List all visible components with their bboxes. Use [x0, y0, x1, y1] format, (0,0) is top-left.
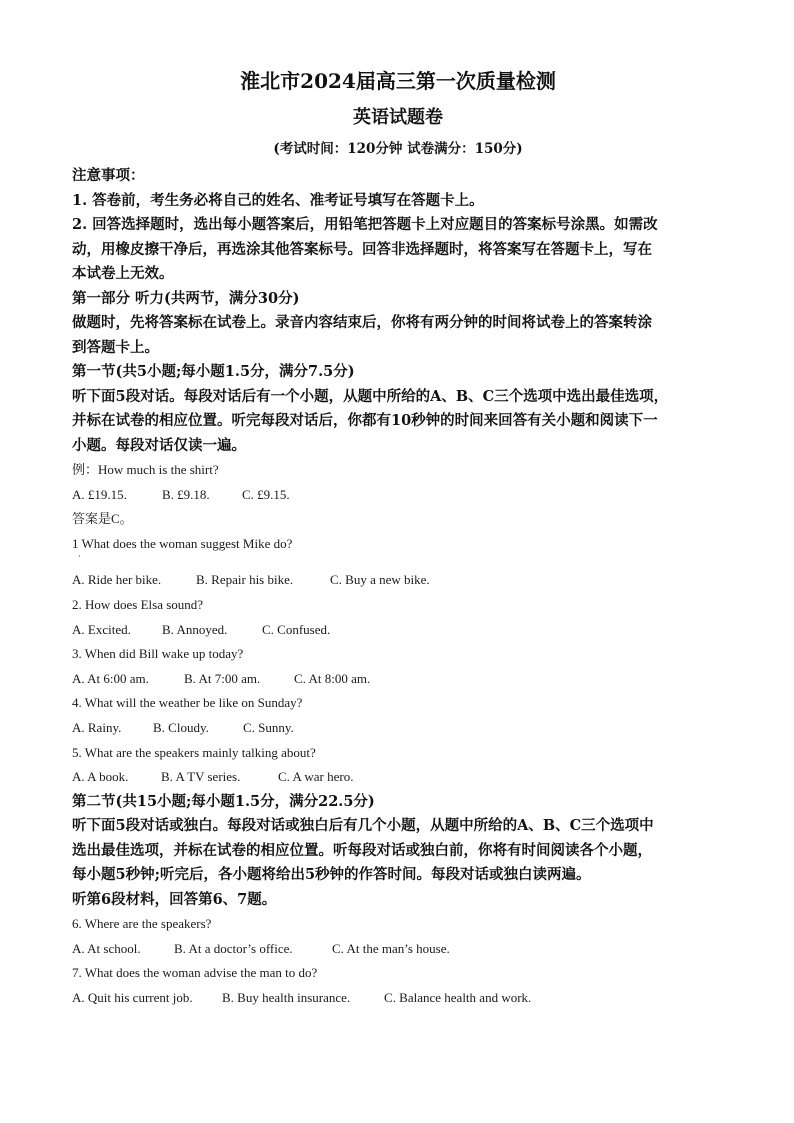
notes-heading: 注意事项：: [72, 167, 145, 184]
question-3: 3. When did Bill wake up today?: [72, 646, 244, 662]
notes-item-2a: 2. 回答选择题时，选出每小题答案后，用铅笔把答题卡上对应题目的答案标号涂黑。如需改: [72, 216, 658, 233]
section1-desc-b: 并标在试卷的相应位置。听完每段对话后，你都有10秒钟的时间来回答有关小题和阅读下一: [72, 412, 658, 429]
option-c: C. Sunny.: [243, 719, 294, 735]
notes-item-2c: 本试卷上无效。: [72, 265, 174, 282]
question-4-options: [72, 716, 724, 741]
section2-desc-a: 听下面5段对话或独白。每段对话或独白后有几个小题，从题中所给的A、B、C三个选项中: [72, 817, 654, 835]
page-subtitle: 英语试题卷: [353, 107, 443, 128]
option-a: A. At 6:00 am.: [72, 670, 149, 686]
option-b: B. £9.18.: [162, 486, 210, 502]
question-6: 6. Where are the speakers?: [72, 916, 212, 932]
notes-item-2b: 动，用橡皮擦干净后，再选涂其他答案标号。回答非选择题时，将答案写在答题卡上，写在: [72, 240, 652, 258]
section1-desc-c: 小题。每段对话仅读一遍。: [72, 436, 246, 454]
option-c: C. Buy a new bike.: [330, 572, 430, 588]
option-a: A. Rainy.: [72, 719, 122, 735]
option-b: B. Repair his bike.: [196, 572, 294, 588]
option-b: B. At 7:00 am.: [184, 670, 261, 686]
option-c: C. At 8:00 am.: [294, 670, 371, 686]
exam-meta: (考试时间：120分钟 试卷满分：150分): [273, 141, 523, 157]
option-b: B. Buy health insurance.: [222, 990, 351, 1005]
question-1: 1 What does the woman suggest Mike do?: [72, 535, 293, 551]
stray-dot: ·: [78, 552, 81, 563]
question-2: 2. How does Elsa sound?: [72, 596, 204, 612]
option-c: C. Balance health and work.: [384, 990, 532, 1005]
option-a: A. £19.15.: [72, 486, 127, 502]
question-5: 5. What are the speakers mainly talking about?: [72, 744, 316, 760]
option-a: A. Quit his current job.: [72, 990, 193, 1005]
question-3-options: [72, 667, 724, 692]
option-a: A. A book.: [72, 769, 129, 785]
option-b: B. At a doctor’s office.: [174, 940, 293, 956]
exam-page: [72, 66, 724, 1011]
question-7-options: [72, 986, 724, 1011]
part1-heading: 第一部分 听力(共两节，满分30分): [72, 289, 300, 307]
example-options: [72, 483, 724, 508]
question-2-options: [72, 618, 724, 643]
option-c: C. £9.15.: [242, 486, 290, 502]
part1-desc-b: 到答题卡上。: [72, 338, 159, 356]
example-question: 例：How much is the shirt?: [72, 462, 219, 477]
notes-item-1: 1. 答卷前，考生务必将自己的姓名、准考证号填写在答题卡上。: [72, 191, 484, 209]
option-c: C. Confused.: [262, 621, 331, 637]
section1-heading: 第一节(共5小题;每小题1.5分，满分7.5分): [72, 363, 355, 380]
question-4: 4. What will the weather be like on Sunday?: [72, 695, 303, 711]
part1-desc-a: 做题时，先将答案标在试卷上。录音内容结束后，你将有两分钟的时间将试卷上的答案转涂: [72, 314, 652, 331]
option-b: B. Cloudy.: [153, 719, 209, 735]
question-6-options: [72, 937, 724, 962]
option-c: C. A war hero.: [278, 769, 354, 785]
example-answer: 答案是C。: [72, 511, 133, 527]
option-b: B. Annoyed.: [162, 621, 228, 637]
option-c: C. At the man’s house.: [332, 940, 450, 956]
question-5-options: [72, 765, 724, 790]
question-7: 7. What does the woman advise the man to do?: [72, 965, 318, 981]
option-b: B. A TV series.: [161, 769, 241, 785]
option-a: A. At school.: [72, 940, 141, 956]
page-title: 淮北市2024届高三第一次质量检测: [240, 69, 556, 93]
section2-desc-c: 每小题5秒钟;听完后，各小题将给出5秒钟的作答时间。每段对话或独白读两遍。: [72, 866, 591, 884]
section1-desc-a: 听下面5段对话。每段对话后有一个小题，从题中所给的A、B、C三个选项中选出最佳选项，: [72, 387, 669, 405]
option-a: A. Ride her bike.: [72, 572, 162, 588]
section2-desc-b: 选出最佳选项，并标在试卷的相应位置。听每段对话或独白前，你将有时间阅读各个小题，: [72, 841, 652, 859]
section2-heading: 第二节(共15小题;每小题1.5分，满分22.5分): [72, 792, 375, 810]
section2-material: 听第6段材料，回答第6、7题。: [72, 890, 277, 908]
option-a: A. Excited.: [72, 621, 131, 637]
question-1-options: [72, 568, 724, 593]
